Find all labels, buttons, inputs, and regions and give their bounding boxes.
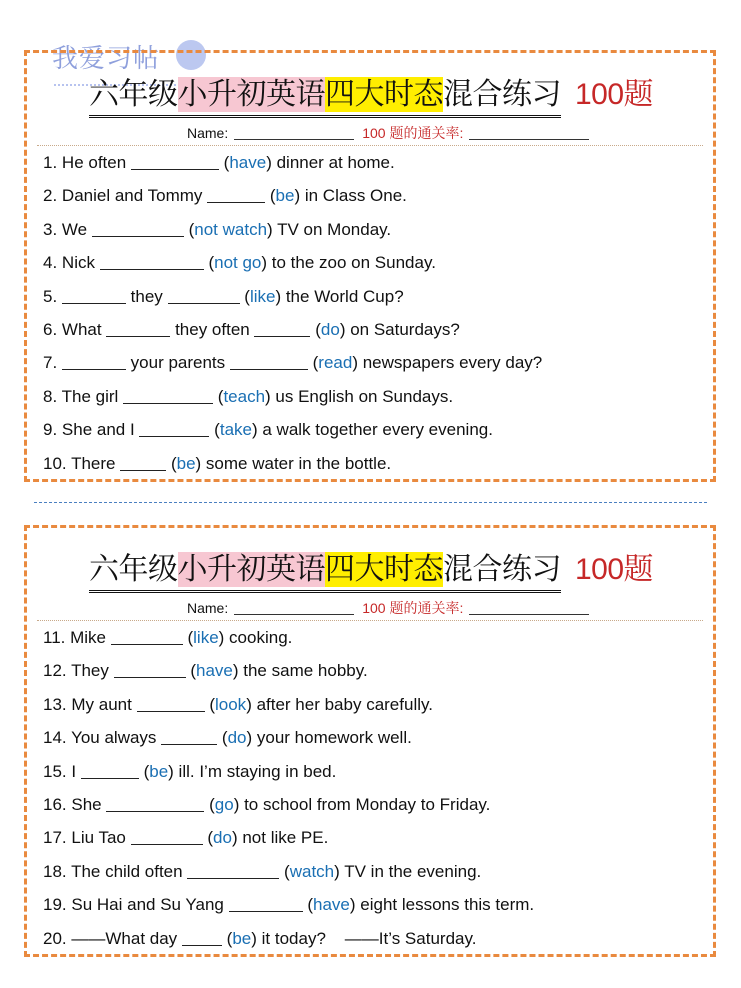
answer-blank[interactable] bbox=[131, 830, 203, 845]
question-item bbox=[43, 895, 534, 915]
question-text: ) the World Cup? bbox=[275, 286, 404, 306]
title-count: 100题 bbox=[575, 78, 654, 111]
title-highlight-pink: 小升初英语 bbox=[177, 552, 325, 587]
question-text: ( bbox=[307, 895, 314, 915]
question-number: 17. bbox=[43, 828, 67, 848]
header-separator bbox=[37, 145, 703, 146]
question-number: 4. bbox=[43, 253, 58, 273]
question-item bbox=[43, 661, 368, 681]
question-text: ) on Saturdays? bbox=[339, 320, 460, 339]
question-number: 14. bbox=[43, 728, 67, 748]
question-text: Su Hai and Su Yang bbox=[71, 895, 224, 915]
question-number: 2. bbox=[43, 186, 58, 206]
question-text: ( bbox=[209, 795, 215, 814]
answer-blank[interactable] bbox=[131, 155, 219, 170]
question-text: ( bbox=[223, 153, 230, 172]
answer-blank[interactable] bbox=[123, 389, 213, 404]
question-text: My aunt bbox=[71, 694, 132, 714]
question-text: they bbox=[130, 286, 163, 306]
answer-blank[interactable] bbox=[139, 422, 209, 437]
name-blank[interactable] bbox=[234, 139, 354, 140]
answer-blank[interactable] bbox=[229, 897, 303, 912]
answer-blank[interactable] bbox=[182, 931, 222, 946]
answer-blank[interactable] bbox=[187, 864, 279, 879]
header-separator bbox=[37, 620, 703, 621]
question-number: 18. bbox=[43, 861, 67, 881]
question-item bbox=[43, 828, 328, 848]
answer-blank[interactable] bbox=[111, 630, 183, 645]
question-text: ( bbox=[226, 928, 233, 948]
question-text: Liu Tao bbox=[71, 828, 126, 848]
question-text: The child often bbox=[71, 861, 183, 881]
question-item bbox=[43, 353, 542, 373]
question-number: 5. bbox=[43, 286, 58, 306]
question-text: ( bbox=[244, 286, 250, 306]
name-row bbox=[187, 598, 597, 618]
question-item bbox=[43, 728, 412, 748]
answer-blank[interactable] bbox=[106, 797, 204, 812]
rate-blank[interactable] bbox=[469, 139, 589, 140]
question-number: 1. bbox=[43, 153, 58, 172]
verb-hint: read bbox=[318, 353, 353, 373]
question-number: 16. bbox=[43, 795, 67, 814]
question-number: 8. bbox=[43, 386, 58, 406]
answer-blank[interactable] bbox=[230, 355, 308, 370]
verb-hint: teach bbox=[223, 386, 266, 406]
answer-blank[interactable] bbox=[106, 322, 170, 337]
question-item bbox=[43, 420, 493, 440]
title-part: 混合练习 bbox=[443, 552, 561, 587]
question-text: You always bbox=[71, 728, 157, 748]
title-main bbox=[89, 69, 561, 113]
verb-hint: be bbox=[149, 761, 169, 781]
question-item bbox=[43, 253, 436, 273]
question-text: ) eight lessons this term. bbox=[349, 895, 535, 915]
verb-hint: do bbox=[320, 320, 340, 339]
question-number: 3. bbox=[43, 219, 58, 239]
watermark-text: 我爱习帖 bbox=[52, 44, 161, 74]
verb-hint: like bbox=[193, 628, 219, 647]
question-text: The girl bbox=[61, 386, 119, 406]
answer-blank[interactable] bbox=[62, 355, 126, 370]
title-part: 六年级 bbox=[89, 77, 178, 112]
question-text: ) us English on Sundays. bbox=[265, 386, 454, 406]
question-text: Daniel and Tommy bbox=[61, 186, 203, 206]
answer-blank[interactable] bbox=[137, 697, 205, 712]
answer-blank[interactable] bbox=[254, 322, 310, 337]
name-blank[interactable] bbox=[234, 614, 354, 615]
title-highlight-pink: 小升初英语 bbox=[177, 77, 325, 112]
question-text: ( bbox=[269, 186, 276, 206]
verb-hint: be bbox=[176, 453, 196, 473]
question-text: ) not like PE. bbox=[231, 828, 329, 848]
answer-blank[interactable] bbox=[161, 730, 217, 745]
question-text: ) TV on Monday. bbox=[267, 219, 392, 239]
answer-blank[interactable] bbox=[168, 289, 240, 304]
answer-blank[interactable] bbox=[120, 456, 166, 471]
question-number: 11. bbox=[43, 628, 66, 647]
answer-blank[interactable] bbox=[92, 222, 184, 237]
question-item bbox=[43, 387, 453, 407]
verb-hint: take bbox=[219, 420, 252, 440]
question-number: 12. bbox=[43, 661, 67, 681]
question-number: 10. bbox=[43, 453, 67, 473]
answer-blank[interactable] bbox=[114, 663, 186, 678]
question-text: ( bbox=[315, 320, 321, 339]
question-text: ( bbox=[221, 728, 228, 748]
question-text: ) to the zoo on Sunday. bbox=[261, 253, 436, 273]
answer-blank[interactable] bbox=[62, 289, 126, 304]
title-part: 六年级 bbox=[89, 552, 178, 587]
verb-hint: not go bbox=[214, 253, 262, 273]
question-text: We bbox=[61, 219, 88, 239]
name-label: Name: bbox=[187, 125, 229, 141]
question-item bbox=[43, 695, 433, 715]
question-number: 15. bbox=[43, 761, 67, 781]
question-text: ) some water in the bottle. bbox=[195, 453, 392, 473]
question-item bbox=[43, 929, 476, 949]
question-text: ) cooking. bbox=[218, 628, 293, 647]
question-number: 6. bbox=[43, 320, 58, 339]
question-text: ) it today? ——It’s Saturday. bbox=[251, 928, 477, 948]
question-text: ( bbox=[190, 661, 196, 681]
question-number: 13. bbox=[43, 694, 67, 714]
question-item bbox=[43, 628, 292, 648]
verb-hint: be bbox=[232, 928, 252, 948]
answer-blank[interactable] bbox=[81, 764, 139, 779]
verb-hint: look bbox=[215, 694, 247, 714]
worksheet-title bbox=[89, 544, 653, 588]
question-item bbox=[43, 454, 391, 474]
question-text: Mike bbox=[70, 628, 107, 647]
question-text: ( bbox=[312, 353, 319, 373]
question-text: He often bbox=[61, 153, 127, 172]
page-divider bbox=[34, 502, 707, 503]
question-text: ( bbox=[187, 628, 194, 647]
verb-hint: go bbox=[214, 795, 234, 814]
question-text: I bbox=[71, 761, 77, 781]
title-highlight-yellow: 四大时态 bbox=[325, 77, 443, 112]
question-text: ) to school from Monday to Friday. bbox=[233, 795, 491, 814]
answer-blank[interactable] bbox=[100, 255, 204, 270]
question-number: 7. bbox=[43, 353, 58, 373]
question-item bbox=[43, 795, 490, 815]
question-text: ) dinner at home. bbox=[266, 153, 395, 172]
question-item bbox=[43, 320, 460, 340]
worksheet-section bbox=[24, 50, 716, 482]
question-text: She and I bbox=[61, 420, 135, 440]
question-text: ) in Class One. bbox=[294, 186, 407, 206]
question-text: ) ill. I’m staying in bed. bbox=[168, 761, 337, 781]
verb-hint: have bbox=[229, 153, 267, 172]
question-text: ) after her baby carefully. bbox=[246, 694, 433, 714]
title-main bbox=[89, 544, 561, 588]
verb-hint: watch bbox=[289, 861, 335, 881]
answer-blank[interactable] bbox=[207, 188, 265, 203]
question-item bbox=[43, 762, 336, 782]
question-text: ( bbox=[217, 386, 224, 406]
verb-hint: like bbox=[249, 286, 276, 306]
question-number: 9. bbox=[43, 420, 58, 440]
question-text: What bbox=[61, 320, 102, 339]
question-text: ( bbox=[208, 253, 215, 273]
verb-hint: do bbox=[227, 728, 247, 748]
title-count: 100题 bbox=[575, 553, 654, 586]
title-part: 混合练习 bbox=[443, 77, 561, 112]
rate-label: 100 题的通关率: bbox=[362, 600, 464, 616]
question-text: ) TV in the evening. bbox=[334, 861, 482, 881]
question-text: ) newspapers every day? bbox=[352, 353, 543, 373]
question-text: There bbox=[71, 453, 116, 473]
verb-hint: be bbox=[275, 186, 295, 206]
question-item bbox=[43, 862, 481, 882]
question-text: ( bbox=[284, 861, 290, 881]
worksheet-section bbox=[24, 525, 716, 957]
question-text: your parents bbox=[130, 353, 226, 373]
question-text: She bbox=[71, 795, 102, 814]
question-item bbox=[43, 186, 407, 206]
question-text: ( bbox=[207, 828, 214, 848]
question-text: ——What day bbox=[71, 928, 178, 948]
verb-hint: have bbox=[196, 661, 233, 681]
verb-hint: do bbox=[213, 828, 232, 848]
worksheet-title bbox=[89, 69, 653, 113]
question-text: ( bbox=[209, 694, 215, 714]
question-number: 20. bbox=[43, 928, 67, 948]
question-item bbox=[43, 287, 404, 307]
question-text: They bbox=[71, 661, 109, 681]
question-text: Nick bbox=[61, 253, 95, 273]
question-text: ( bbox=[214, 420, 220, 440]
verb-hint: have bbox=[313, 895, 350, 915]
question-text: ) your homework well. bbox=[246, 728, 412, 748]
question-item bbox=[43, 220, 391, 240]
title-highlight-yellow: 四大时态 bbox=[325, 552, 443, 587]
question-text: ) a walk together every evening. bbox=[251, 420, 493, 440]
question-item bbox=[43, 153, 395, 173]
question-text: ( bbox=[143, 761, 150, 781]
question-text: ( bbox=[170, 453, 177, 473]
question-number: 19. bbox=[43, 895, 67, 915]
rate-blank[interactable] bbox=[469, 614, 589, 615]
question-text: ( bbox=[188, 219, 195, 239]
question-text: they often bbox=[175, 320, 250, 339]
rate-label: 100 题的通关率: bbox=[362, 125, 464, 141]
question-text: ) the same hobby. bbox=[232, 661, 368, 681]
verb-hint: not watch bbox=[194, 219, 268, 239]
name-row bbox=[187, 123, 597, 143]
name-label: Name: bbox=[187, 600, 229, 616]
